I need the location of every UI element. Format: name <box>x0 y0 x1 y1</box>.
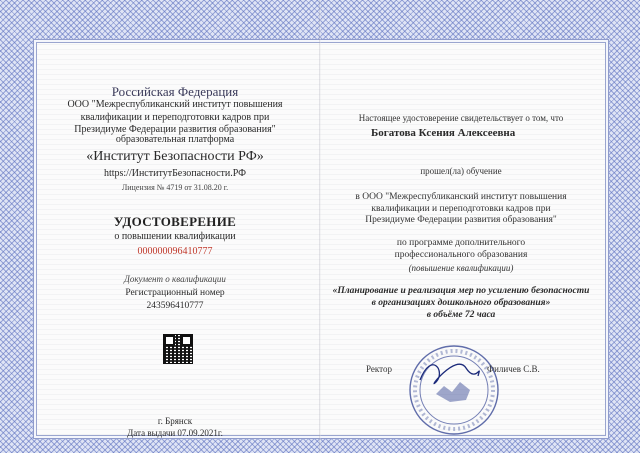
city: г. Брянск <box>157 416 193 426</box>
registration-label: Регистрационный номер <box>125 288 225 298</box>
organization-line: в ООО "Межреспубликанский институт повышения <box>355 192 567 202</box>
course-line: в организациях дошкольного образования» <box>371 298 551 308</box>
qualification-document-label: Документ о квалификации <box>124 274 226 284</box>
official-stamp-icon <box>406 342 502 438</box>
program-line: по программе дополнительного <box>396 238 526 248</box>
signature-icon <box>420 364 479 383</box>
intro-text: Настоящее удостоверение свидетельствует о том, что <box>358 113 564 123</box>
document-number: 000000096410777 <box>137 246 213 257</box>
qr-code-icon <box>164 335 192 363</box>
registration-number: 243596410777 <box>146 301 204 311</box>
course-line: «Планирование и реализация мер по усилению безопасности <box>332 286 590 296</box>
license-info: Лицензия № 4719 от 31.08.20 г. <box>121 183 229 192</box>
platform-name: «Институт Безопасности РФ» <box>86 149 264 164</box>
institute-name-line: ООО "Межреспубликанский институт повышения <box>67 99 283 110</box>
rector-label: Ректор <box>366 364 392 374</box>
signer-name: Филичев С.В. <box>487 364 540 374</box>
document-subtitle: о повышении квалификации <box>114 231 236 242</box>
institute-name-line: квалификации и переподготовки кадров при <box>80 111 270 123</box>
training-organization <box>322 192 600 227</box>
program-description <box>322 238 600 261</box>
institute-name-line: Президиуме Федерации развития образования" <box>74 124 276 135</box>
organization-line: квалификации и переподготовки кадров при <box>371 203 551 214</box>
program-line: профессионального образования <box>394 249 528 260</box>
country-title: Российская Федерация <box>111 84 239 99</box>
issue-date: Дата выдачи 07.09.2021г. <box>127 428 223 438</box>
institute-name <box>40 99 310 137</box>
course-hours: в объёме 72 часа <box>426 310 496 320</box>
organization-line: Президиуме Федерации развития образования" <box>365 215 557 225</box>
completion-text: прошел(ла) обучение <box>420 166 502 176</box>
course-title <box>322 285 600 321</box>
page-fold <box>319 0 321 453</box>
platform-url: https://ИнститутБезопасности.РФ <box>103 168 247 179</box>
document-title: УДОСТОВЕРЕНИЕ <box>113 214 237 229</box>
program-type: (повышение квалификации) <box>408 263 514 273</box>
recipient-name: Богатова Ксения Алексеевна <box>371 127 516 139</box>
platform-label: образовательная платформа <box>115 134 235 145</box>
